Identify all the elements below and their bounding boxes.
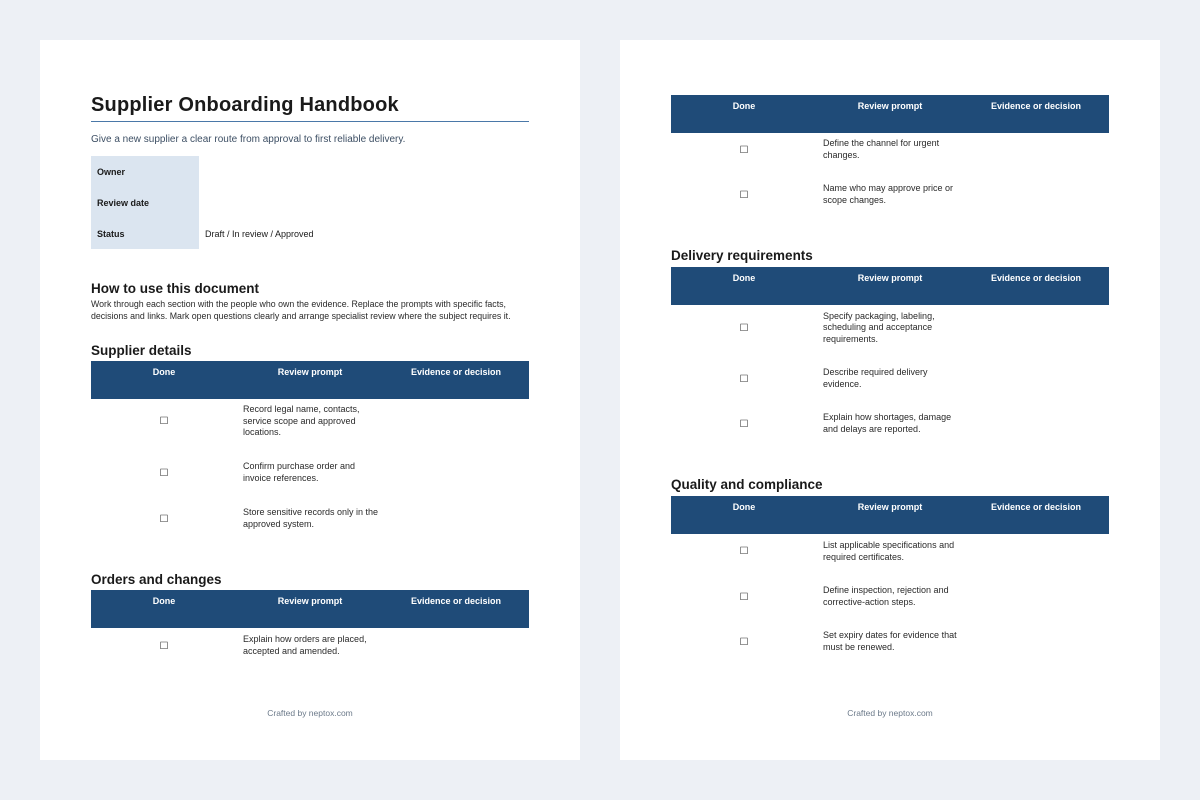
checkbox[interactable]: ☐ xyxy=(739,189,749,201)
column-header-review-prompt: Review prompt xyxy=(237,361,383,399)
checkbox[interactable]: ☐ xyxy=(739,144,749,156)
column-header-evidence: Evidence or decision xyxy=(963,267,1109,305)
review-prompt: Set expiry dates for evidence that must be renewed. xyxy=(823,630,957,652)
review-prompt: Specify packaging, labeling, scheduling and acceptance requirements. xyxy=(823,310,935,344)
table-row xyxy=(91,628,529,664)
evidence-cell[interactable] xyxy=(383,444,529,502)
table-header-row xyxy=(91,361,529,399)
checkbox[interactable]: ☐ xyxy=(739,591,749,603)
table-row xyxy=(671,305,1109,351)
quality-and-compliance-table xyxy=(671,496,1109,659)
metadata-label: Owner xyxy=(91,156,199,187)
evidence-cell[interactable] xyxy=(963,534,1109,569)
table-row xyxy=(671,167,1109,223)
table-header-row xyxy=(91,590,529,628)
column-header-review-prompt: Review prompt xyxy=(817,95,963,133)
table-header-row xyxy=(671,95,1109,133)
supplier-details-table xyxy=(91,361,529,536)
column-header-done: Done xyxy=(671,95,817,133)
table-row xyxy=(671,351,1109,407)
table-row xyxy=(671,133,1109,167)
table-header-row xyxy=(671,267,1109,305)
table-row xyxy=(671,534,1109,569)
table-row xyxy=(671,407,1109,441)
section-heading-orders-and-changes: Orders and changes xyxy=(91,572,222,587)
review-prompt: Store sensitive records only in the approved system. xyxy=(243,507,379,529)
metadata-label: Review date xyxy=(91,187,199,218)
checkbox[interactable]: ☐ xyxy=(159,416,169,427)
document-title: Supplier Onboarding Handbook xyxy=(91,93,529,122)
metadata-value[interactable]: Draft / In review / Approved xyxy=(205,228,314,239)
table-row xyxy=(91,444,529,502)
column-header-done: Done xyxy=(671,496,817,534)
section-heading-quality-and-compliance: Quality and compliance xyxy=(671,477,823,492)
table-row xyxy=(671,625,1109,659)
intro-text: Work through each section with the people who own the evidence. Replace the prompts with specific facts, decisions and links. Mark open questions clearly and arrange specialist review where the subject requires it. xyxy=(91,299,511,322)
evidence-cell[interactable] xyxy=(383,502,529,536)
document-page-1 xyxy=(40,40,580,760)
column-header-review-prompt: Review prompt xyxy=(817,267,963,305)
metadata-row-status xyxy=(91,218,411,249)
checkbox[interactable]: ☐ xyxy=(159,513,169,525)
column-header-review-prompt: Review prompt xyxy=(237,590,383,628)
evidence-cell[interactable] xyxy=(963,133,1109,167)
section-heading-delivery-requirements: Delivery requirements xyxy=(671,248,813,263)
review-prompt: Name who may approve price or scope changes. xyxy=(823,183,954,205)
table-row xyxy=(671,569,1109,625)
metadata-value[interactable] xyxy=(199,187,411,218)
evidence-cell[interactable] xyxy=(963,625,1109,659)
column-header-done: Done xyxy=(671,267,817,305)
evidence-cell[interactable] xyxy=(963,305,1109,351)
evidence-cell[interactable] xyxy=(963,569,1109,625)
metadata-row-owner xyxy=(91,156,411,187)
review-prompt: Confirm purchase order and invoice references. xyxy=(243,461,356,483)
column-header-done: Done xyxy=(91,361,237,399)
metadata-label: Status xyxy=(91,218,199,249)
column-header-evidence: Evidence or decision xyxy=(963,95,1109,133)
footer-credit: Crafted by neptox.com xyxy=(847,708,933,718)
review-prompt: List applicable specifications and required certificates. xyxy=(823,539,955,562)
table-row xyxy=(91,399,529,444)
document-page-2 xyxy=(620,40,1160,760)
orders-and-changes-table-part-1 xyxy=(91,590,529,664)
metadata-table xyxy=(91,156,411,249)
metadata-row-review-date xyxy=(91,187,411,218)
footer-credit: Crafted by neptox.com xyxy=(267,708,353,718)
orders-and-changes-table-part-2 xyxy=(671,95,1109,223)
checkbox[interactable]: ☐ xyxy=(739,373,749,385)
column-header-evidence: Evidence or decision xyxy=(383,361,529,399)
column-header-evidence: Evidence or decision xyxy=(383,590,529,628)
review-prompt: Explain how shortages, damage and delays are reported. xyxy=(823,412,952,434)
checkbox[interactable]: ☐ xyxy=(159,640,169,652)
metadata-value[interactable] xyxy=(199,156,411,187)
column-header-review-prompt: Review prompt xyxy=(817,496,963,534)
document-subtitle: Give a new supplier a clear route from approval to first reliable delivery. xyxy=(91,134,406,145)
table-row xyxy=(91,502,529,536)
review-prompt: Record legal name, contacts, service scope and approved locations. xyxy=(243,404,360,438)
review-prompt: Define inspection, rejection and corrective-action steps. xyxy=(823,585,949,607)
review-prompt: Explain how orders are placed, accepted and amended. xyxy=(243,634,367,656)
checkbox[interactable]: ☐ xyxy=(159,467,169,479)
review-prompt: Describe required delivery evidence. xyxy=(823,367,928,389)
delivery-requirements-table xyxy=(671,267,1109,441)
column-header-done: Done xyxy=(91,590,237,628)
evidence-cell[interactable] xyxy=(963,407,1109,441)
checkbox[interactable]: ☐ xyxy=(739,418,749,430)
evidence-cell[interactable] xyxy=(383,628,529,664)
section-heading-supplier-details: Supplier details xyxy=(91,343,192,358)
column-header-evidence: Evidence or decision xyxy=(963,496,1109,534)
table-header-row xyxy=(671,496,1109,534)
evidence-cell[interactable] xyxy=(963,351,1109,407)
review-prompt: Define the channel for urgent changes. xyxy=(823,138,940,160)
evidence-cell[interactable] xyxy=(383,399,529,444)
checkbox[interactable]: ☐ xyxy=(739,546,749,557)
evidence-cell[interactable] xyxy=(963,167,1109,223)
checkbox[interactable]: ☐ xyxy=(739,636,749,648)
intro-heading: How to use this document xyxy=(91,281,260,296)
checkbox[interactable]: ☐ xyxy=(739,322,749,334)
